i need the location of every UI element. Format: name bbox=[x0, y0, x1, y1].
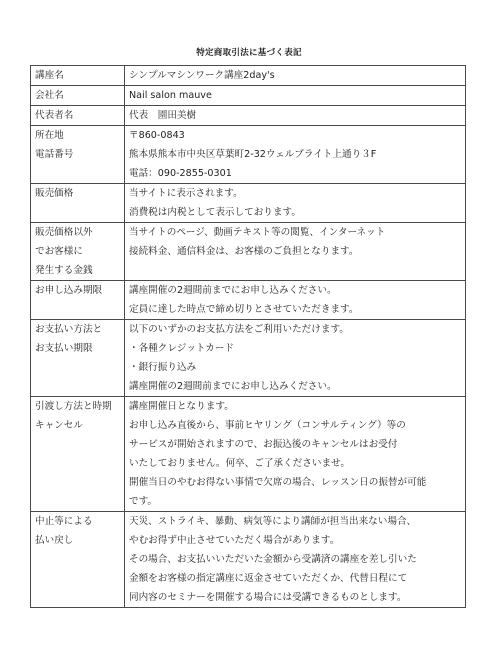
row-label bbox=[31, 106, 125, 126]
table-row bbox=[31, 320, 466, 397]
label-line: お申し込み期限 bbox=[35, 285, 103, 296]
label-line: お支払い期限 bbox=[35, 343, 93, 354]
row-value bbox=[125, 126, 466, 184]
row-value bbox=[125, 86, 466, 106]
value-line: 代表 園田美樹 bbox=[129, 110, 197, 121]
label-line: 販売価格 bbox=[35, 188, 74, 199]
value-line: 講座開催の2週間前までにお申し込みください。 bbox=[129, 381, 337, 392]
label-line: キャンセル bbox=[35, 420, 83, 431]
value-line: 開催当日のやむお得ない事情で欠席の場合、レッスン日の振替が可能 bbox=[129, 477, 427, 488]
label-line: 所在地 bbox=[35, 130, 64, 141]
value-line: 金額をお客様の指定講座に返金させていただくか、代替日程にて bbox=[129, 573, 408, 584]
row-value bbox=[125, 320, 466, 397]
value-line: 電話：090-2855-0301 bbox=[129, 168, 232, 179]
row-label bbox=[31, 66, 125, 86]
legal-notice-table bbox=[30, 65, 466, 608]
label-line: 中止等による bbox=[35, 516, 93, 527]
value-line: いたしておりません。何卒、ご了承くださいませ。 bbox=[129, 458, 350, 469]
table-row bbox=[31, 512, 466, 608]
row-label bbox=[31, 86, 125, 106]
table-row bbox=[31, 281, 466, 320]
table-row bbox=[31, 106, 466, 126]
row-label bbox=[31, 223, 125, 281]
value-line: 以下のいずかのお支払方法をご利用いただけます。 bbox=[129, 324, 349, 335]
row-value bbox=[125, 66, 466, 86]
value-line: 同内容のセミナーを開催する場合には受講できるものとします。 bbox=[129, 592, 407, 603]
row-value bbox=[125, 281, 466, 320]
value-line: 当サイトに表示されます。 bbox=[129, 188, 243, 199]
value-line: 定員に達した時点で締め切りとさせていただきます。 bbox=[129, 304, 359, 315]
row-value bbox=[125, 223, 466, 281]
label-line: 発生する金銭 bbox=[35, 265, 93, 276]
row-value bbox=[125, 512, 466, 608]
value-line: その場合、お支払いいただいた金額から受講済の講座を差し引いた bbox=[129, 554, 417, 565]
row-label bbox=[31, 320, 125, 397]
value-line: ・各種クレジットカード bbox=[129, 343, 235, 354]
value-line: 接続料金、通信料金は、お客様のご負担となります。 bbox=[129, 246, 359, 257]
table-row bbox=[31, 397, 466, 512]
value-line: 講座開催日となります。 bbox=[129, 401, 234, 412]
value-line: 天災、ストライキ、暴動、病気等により講師が担当出来ない場合、 bbox=[129, 516, 417, 527]
row-value bbox=[125, 106, 466, 126]
label-line: 会社名 bbox=[35, 90, 64, 101]
row-label bbox=[31, 512, 125, 608]
label-line: 電話番号 bbox=[35, 149, 74, 160]
value-line: 講座開催の2週間前までにお申し込みください。 bbox=[129, 285, 337, 296]
label-line: 講座名 bbox=[35, 70, 64, 81]
label-line: 代表者名 bbox=[35, 110, 74, 121]
page-title: 特定商取引法に基づく表記 bbox=[196, 48, 302, 58]
table-row bbox=[31, 184, 466, 223]
value-line: ・銀行振り込み bbox=[129, 362, 197, 373]
value-line: シンプルマシンワーク講座2day's bbox=[129, 70, 275, 81]
table-row bbox=[31, 66, 466, 86]
table-row bbox=[31, 126, 466, 184]
label-line: お支払い方法と bbox=[35, 324, 103, 335]
row-label bbox=[31, 397, 125, 512]
value-line: 熊本県熊本市中央区草葉町2-32ウェルブライト上通り３F bbox=[129, 149, 377, 160]
row-label bbox=[31, 126, 125, 184]
label-line: 払い戻し bbox=[35, 535, 74, 546]
row-value bbox=[125, 397, 466, 512]
label-line: でお客様に bbox=[35, 246, 83, 257]
row-label bbox=[31, 184, 125, 223]
value-line: 消費税は内税として表示しております。 bbox=[129, 207, 301, 218]
row-label bbox=[31, 281, 125, 320]
row-value bbox=[125, 184, 466, 223]
value-line: やむお得ず中止させていただく場合があります。 bbox=[129, 535, 340, 546]
label-line: 販売価格以外 bbox=[35, 227, 93, 238]
label-line: 引渡し方法と時期 bbox=[35, 401, 112, 412]
value-line: Nail salon mauve bbox=[129, 90, 212, 101]
value-line: 〒860-0843 bbox=[129, 130, 185, 141]
value-line: 当サイトのページ、動画テキスト等の閲覧、インターネット bbox=[129, 227, 386, 238]
table-row bbox=[31, 223, 466, 281]
value-line: サービスが開始されますので、お振込後のキャンセルはお受付 bbox=[129, 439, 398, 450]
table-row bbox=[31, 86, 466, 106]
value-line: お申し込み直後から、事前ヒヤリング（コンサルティング）等の bbox=[129, 420, 406, 431]
value-line: です。 bbox=[129, 496, 158, 507]
